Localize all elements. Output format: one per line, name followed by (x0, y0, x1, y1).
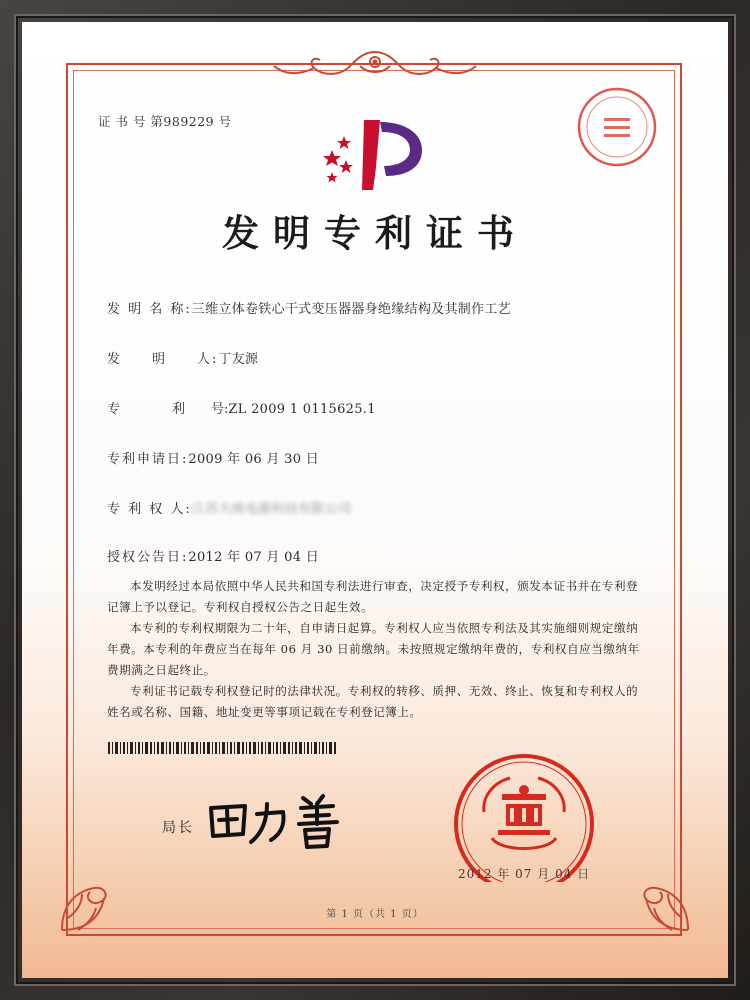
field-label: 授权公告日: (107, 550, 189, 565)
field-value: 三维立体卷铁心干式变压器器身绝缘结构及其制作工艺 (191, 302, 511, 317)
patent-office-logo (318, 114, 430, 194)
paragraph-text: 本专利的专利权期限为二十年，自申请日起算。专利权人应当依照专利法及其实施细则规定缴纳年费。本专利的年费应当在每年 06 月 30 日前缴纳。未按照规定缴纳年费的，专利权自应当缴纳年费期满之日起终止。 (107, 621, 640, 677)
barcode (108, 742, 336, 754)
top-ornament (268, 46, 482, 82)
body-paragraph-3 (107, 681, 647, 723)
paragraph-text: 专利证书记载专利权登记时的法律状况。专利权的转移、质押、无效、终止、恢复和专利权人的姓名或名称、国籍、地址变更等事项记载在专利登记簿上。 (107, 684, 639, 719)
director-title: 局长 (162, 820, 194, 836)
field-value: 2012 年 07 月 04 日 (188, 550, 320, 565)
page-footer: 第 1 页（共 1 页） (326, 909, 424, 920)
corner-ornament-bottom-left (54, 858, 134, 938)
seal-date: 2012 年 07 月 04 日 (458, 867, 591, 881)
field-invention-name (107, 298, 511, 317)
certificate-number: 证 书 号 第989229 号 (98, 114, 232, 129)
paragraph-text: 本发明经过本局依照中华人民共和国专利法进行审查，决定授予专利权，颁发本证书并在专利登记簿上予以登记。专利权自授权公告之日起生效。 (107, 579, 639, 614)
field-label: 发 明 名 称: (107, 302, 192, 317)
agency-stamp (574, 84, 660, 170)
field-label: 专利申请日: (107, 452, 189, 467)
certificate-title: 发明专利证书 (222, 211, 528, 255)
field-value: 2009 年 06 月 30 日 (188, 452, 320, 467)
field-label: 专 利 权 人: (107, 502, 192, 517)
director-signature (205, 790, 355, 852)
official-seal (444, 752, 604, 882)
field-application-date (107, 448, 319, 467)
body-paragraph-2 (107, 618, 647, 681)
field-inventor (107, 348, 258, 367)
field-grant-date (107, 546, 319, 565)
field-value-redacted: 江苏大统电源科技有限公司 (191, 502, 352, 517)
field-patentee (107, 498, 351, 517)
field-label: 发 明 人: (107, 352, 219, 367)
corner-ornament-bottom-right (616, 858, 696, 938)
field-value: 丁友源 (218, 352, 259, 367)
field-label: 专 利 号: (107, 402, 229, 417)
field-patent-number (107, 398, 376, 417)
field-value: ZL 2009 1 0115625.1 (228, 402, 376, 417)
body-paragraph-1 (107, 576, 647, 618)
